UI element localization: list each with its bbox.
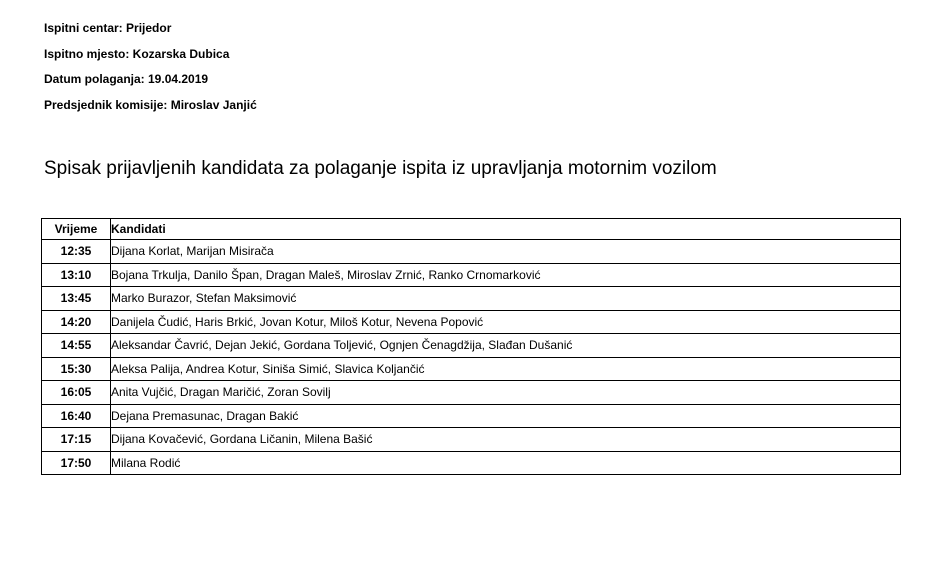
column-header-time: Vrijeme (42, 219, 111, 240)
candidates-cell: Aleksa Palija, Andrea Kotur, Siniša Simić, Slavica Koljančić (111, 357, 901, 381)
table-header-row (42, 219, 901, 240)
time-cell: 15:30 (42, 357, 111, 381)
candidates-cell: Dijana Korlat, Marijan Misirača (111, 240, 901, 264)
table-row (42, 334, 901, 358)
exam-date-line: Datum polaganja: 19.04.2019 (44, 72, 209, 86)
candidates-cell: Aleksandar Čavrić, Dejan Jekić, Gordana Toljević, Ognjen Čenagdžija, Slađan Dušanić (111, 334, 901, 358)
table-row (42, 240, 901, 264)
exam-location-line: Ispitno mjesto: Kozarska Dubica (44, 47, 230, 61)
table-row (42, 263, 901, 287)
time-cell: 16:40 (42, 404, 111, 428)
candidates-cell: Bojana Trkulja, Danilo Špan, Dragan Maleš, Miroslav Zrnić, Ranko Crnomarković (111, 263, 901, 287)
time-cell: 17:50 (42, 451, 111, 475)
time-cell: 14:20 (42, 310, 111, 334)
table-row (42, 451, 901, 475)
candidates-cell: Dijana Kovačević, Gordana Ličanin, Milena Bašić (111, 428, 901, 452)
candidates-cell: Milana Rodić (111, 451, 901, 475)
time-cell: 13:10 (42, 263, 111, 287)
candidates-cell: Danijela Čudić, Haris Brkić, Jovan Kotur, Miloš Kotur, Nevena Popović (111, 310, 901, 334)
table-row (42, 404, 901, 428)
candidates-cell: Anita Vujčić, Dragan Maričić, Zoran Sovilj (111, 381, 901, 405)
time-cell: 16:05 (42, 381, 111, 405)
candidates-cell: Marko Burazor, Stefan Maksimović (111, 287, 901, 311)
table-row (42, 381, 901, 405)
column-header-candidates: Kandidati (111, 219, 901, 240)
table-row (42, 287, 901, 311)
candidates-table (41, 218, 901, 475)
time-cell: 17:15 (42, 428, 111, 452)
table-row (42, 357, 901, 381)
table-row (42, 310, 901, 334)
commission-president-line: Predsjednik komisije: Miroslav Janjić (44, 98, 257, 112)
time-cell: 14:55 (42, 334, 111, 358)
time-cell: 13:45 (42, 287, 111, 311)
table-row (42, 428, 901, 452)
candidates-cell: Dejana Premasunac, Dragan Bakić (111, 404, 901, 428)
exam-center-line: Ispitni centar: Prijedor (44, 21, 172, 35)
document-title: Spisak prijavljenih kandidata za polaganje ispita iz upravljanja motornim vozilom (44, 158, 717, 179)
time-cell: 12:35 (42, 240, 111, 264)
